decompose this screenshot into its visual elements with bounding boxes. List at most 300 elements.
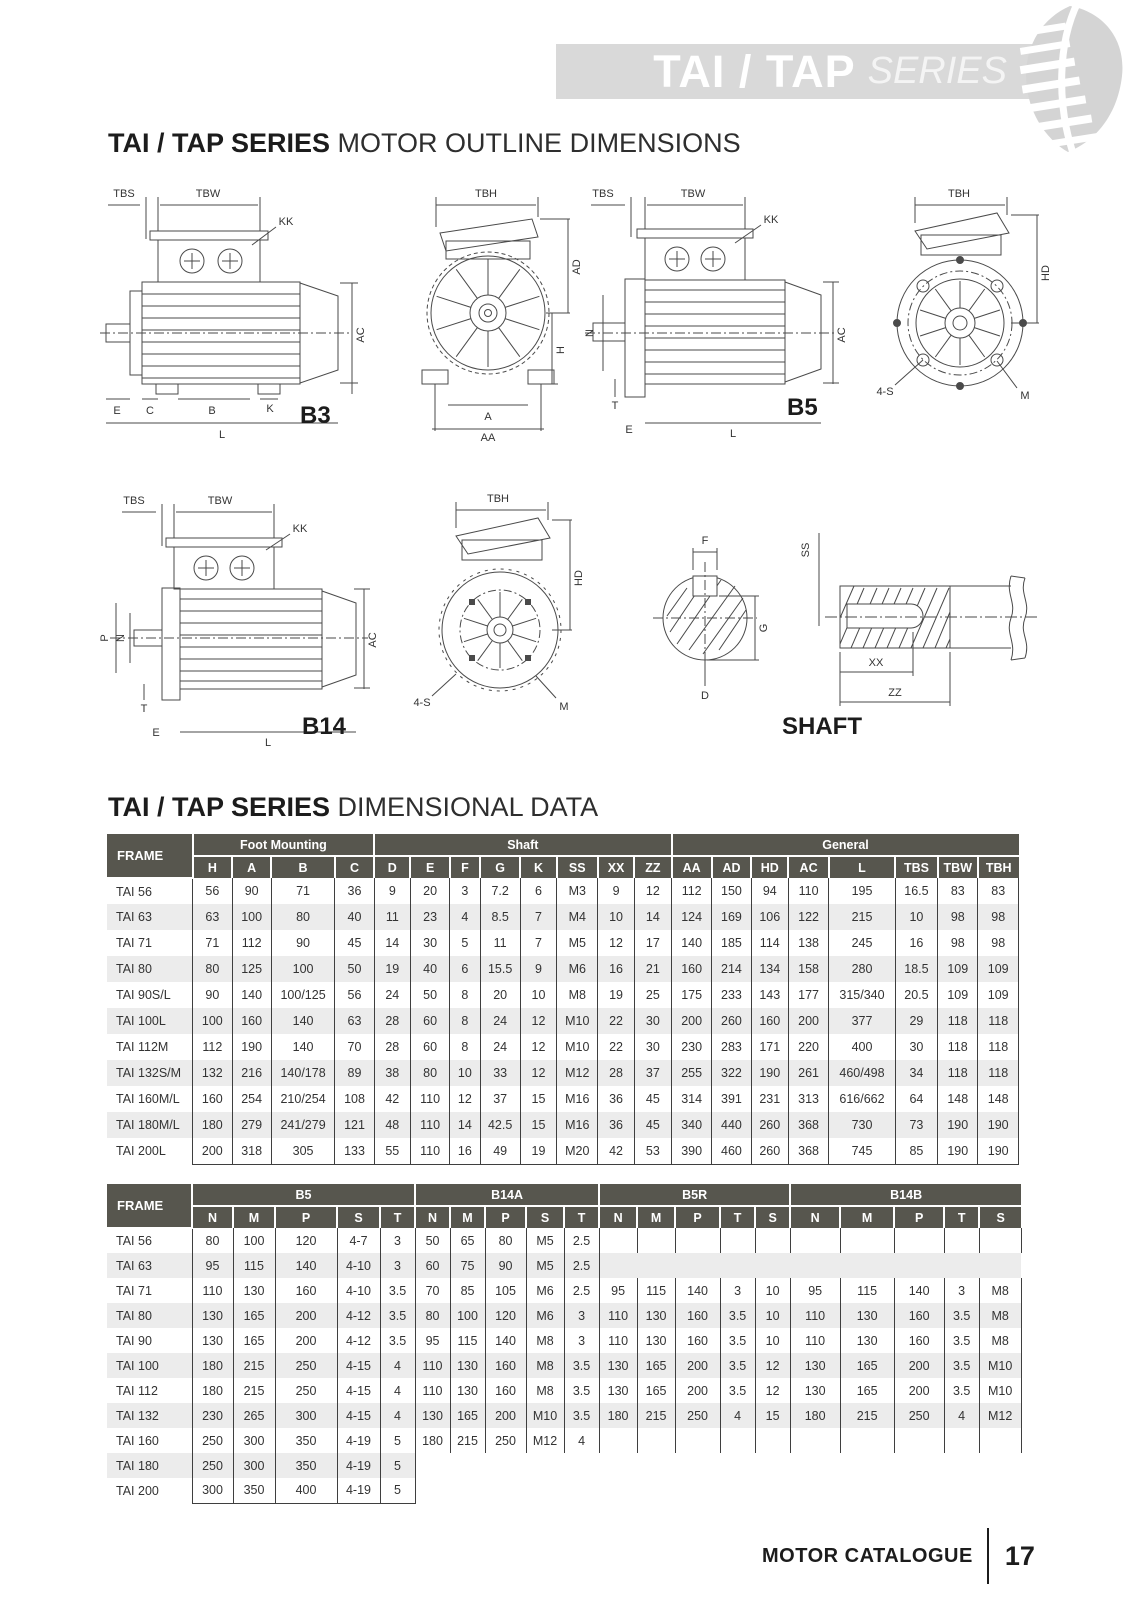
value-cell: M8 xyxy=(979,1328,1021,1353)
value-cell xyxy=(720,1478,755,1503)
dim-label-tbs: TBS xyxy=(592,188,614,200)
value-cell: 140 xyxy=(672,930,712,956)
value-cell: 110 xyxy=(415,1378,450,1403)
value-cell: 36 xyxy=(335,878,374,904)
column-header: AC xyxy=(788,856,828,878)
table-row xyxy=(107,1453,1021,1478)
value-cell: M12 xyxy=(526,1428,564,1453)
page-number: 17 xyxy=(1004,1540,1035,1571)
value-cell: 745 xyxy=(829,1138,896,1164)
value-cell: 140 xyxy=(232,982,271,1008)
value-cell: 3.5 xyxy=(564,1353,599,1378)
value-cell: 245 xyxy=(829,930,896,956)
value-cell: 64 xyxy=(895,1086,937,1112)
value-cell xyxy=(894,1253,944,1278)
value-cell: 130 xyxy=(599,1353,637,1378)
value-cell: 12 xyxy=(520,1060,556,1086)
value-cell: 4-15 xyxy=(337,1353,380,1378)
banner-title-bold: TAI / TAP xyxy=(653,45,856,97)
value-cell: 8.5 xyxy=(480,904,520,930)
dim-label-tbs: TBS xyxy=(113,188,135,200)
value-cell xyxy=(675,1228,720,1253)
value-cell: 4-10 xyxy=(337,1278,380,1303)
value-cell: 33 xyxy=(480,1060,520,1086)
value-cell xyxy=(675,1478,720,1503)
value-cell xyxy=(840,1428,894,1453)
value-cell: 108 xyxy=(335,1086,374,1112)
value-cell: 17 xyxy=(634,930,671,956)
value-cell: 70 xyxy=(335,1034,374,1060)
column-header: T xyxy=(380,1206,415,1228)
value-cell: 89 xyxy=(335,1060,374,1086)
value-cell: 12 xyxy=(755,1378,790,1403)
value-cell: M10 xyxy=(557,1034,598,1060)
value-cell xyxy=(755,1228,790,1253)
column-header: L xyxy=(829,856,896,878)
value-cell xyxy=(599,1478,637,1503)
value-cell: 19 xyxy=(520,1138,556,1164)
value-cell: 15 xyxy=(520,1112,556,1138)
dim-label-ac: AC xyxy=(836,327,848,343)
value-cell: 165 xyxy=(637,1353,675,1378)
dim-label-l: L xyxy=(218,429,226,441)
value-cell xyxy=(894,1453,944,1478)
value-cell: 85 xyxy=(895,1138,937,1164)
value-cell: 180 xyxy=(790,1403,840,1428)
value-cell: 6 xyxy=(520,878,556,904)
value-cell: 95 xyxy=(599,1278,637,1303)
value-cell: 180 xyxy=(192,1353,233,1378)
value-cell: 350 xyxy=(233,1478,275,1503)
value-cell: 60 xyxy=(410,1008,449,1034)
value-cell: 169 xyxy=(712,904,751,930)
table-row xyxy=(107,930,1019,956)
shaft-caption: SHAFT xyxy=(782,713,862,740)
column-header: TBH xyxy=(978,856,1019,878)
value-cell: 4 xyxy=(450,904,480,930)
table-row xyxy=(107,1034,1019,1060)
value-cell: 3.5 xyxy=(720,1378,755,1403)
value-cell: 40 xyxy=(410,956,449,982)
frame-cell: TAI 200 xyxy=(116,1483,159,1498)
column-header: P xyxy=(675,1206,720,1228)
value-cell: 300 xyxy=(275,1403,337,1428)
value-cell: 21 xyxy=(634,956,671,982)
frame-cell: TAI 180 xyxy=(116,1458,159,1473)
page-title-outline-dimensions xyxy=(108,128,741,159)
table-row xyxy=(107,1353,1021,1378)
value-cell: 130 xyxy=(840,1303,894,1328)
value-cell: 80 xyxy=(415,1303,450,1328)
value-cell: 22 xyxy=(598,1034,634,1060)
value-cell: 130 xyxy=(599,1378,637,1403)
value-cell: 200 xyxy=(894,1353,944,1378)
shaft-section-view xyxy=(653,533,1037,706)
value-cell: 130 xyxy=(840,1328,894,1353)
column-header: N xyxy=(415,1206,450,1228)
value-cell: 12 xyxy=(634,878,671,904)
table-row xyxy=(107,1303,1021,1328)
value-cell: 3 xyxy=(450,878,480,904)
value-cell: 70 xyxy=(415,1278,450,1303)
value-cell: 140 xyxy=(485,1328,526,1353)
value-cell: 80 xyxy=(271,904,335,930)
value-cell: 83 xyxy=(938,878,978,904)
b3-caption: B3 xyxy=(300,402,331,429)
value-cell xyxy=(720,1228,755,1253)
value-cell: 241/279 xyxy=(271,1112,335,1138)
frame-cell: TAI 80 xyxy=(116,1308,152,1323)
value-cell: 85 xyxy=(450,1278,485,1303)
b5-side-view xyxy=(585,197,1039,423)
value-cell xyxy=(720,1253,755,1278)
column-header: T xyxy=(564,1206,599,1228)
value-cell: 38 xyxy=(374,1060,410,1086)
value-cell: M5 xyxy=(557,930,598,956)
value-cell: 11 xyxy=(480,930,520,956)
value-cell: 9 xyxy=(374,878,410,904)
value-cell: 215 xyxy=(829,904,896,930)
value-cell: 118 xyxy=(938,1034,978,1060)
value-cell: 140 xyxy=(271,1008,335,1034)
value-cell: 322 xyxy=(712,1060,751,1086)
value-cell: 143 xyxy=(751,982,788,1008)
value-cell: 4 xyxy=(944,1403,979,1428)
value-cell: 214 xyxy=(712,956,751,982)
title-series-bold: TAI / TAP SERIES xyxy=(108,792,331,822)
value-cell: 80 xyxy=(193,956,232,982)
value-cell xyxy=(840,1253,894,1278)
value-cell: 124 xyxy=(672,904,712,930)
value-cell: 63 xyxy=(193,904,232,930)
value-cell: 3.5 xyxy=(380,1328,415,1353)
page-title-dimensional-data xyxy=(108,792,598,823)
column-header: M xyxy=(637,1206,675,1228)
value-cell: M8 xyxy=(526,1378,564,1403)
column-header: SS xyxy=(557,856,598,878)
column-header: T xyxy=(720,1206,755,1228)
dimensional-data-table-1 xyxy=(107,834,1019,1165)
value-cell: 148 xyxy=(938,1086,978,1112)
value-cell xyxy=(675,1428,720,1453)
value-cell: 60 xyxy=(415,1253,450,1278)
frame-cell: TAI 200L xyxy=(116,1144,166,1158)
value-cell: 114 xyxy=(751,930,788,956)
value-cell: 45 xyxy=(335,930,374,956)
column-header: T xyxy=(944,1206,979,1228)
dim-label-l: L xyxy=(729,428,737,440)
value-cell: 50 xyxy=(335,956,374,982)
value-cell: 400 xyxy=(275,1478,337,1503)
value-cell: 95 xyxy=(192,1253,233,1278)
dim-label-ac: AC xyxy=(367,632,379,648)
value-cell: 190 xyxy=(751,1060,788,1086)
value-cell: 4-10 xyxy=(337,1253,380,1278)
value-cell: 40 xyxy=(335,904,374,930)
dim-label-tbw: TBW xyxy=(195,188,221,200)
value-cell: 132 xyxy=(193,1060,232,1086)
value-cell: 215 xyxy=(233,1378,275,1403)
dim-label-g: G xyxy=(758,623,770,633)
value-cell: 160 xyxy=(232,1008,271,1034)
value-cell: M10 xyxy=(526,1403,564,1428)
title-rest: DIMENSIONAL DATA xyxy=(330,792,599,822)
value-cell: M3 xyxy=(557,878,598,904)
value-cell: 4-12 xyxy=(337,1303,380,1328)
table-row xyxy=(107,982,1019,1008)
value-cell: 130 xyxy=(415,1403,450,1428)
value-cell: M5 xyxy=(526,1253,564,1278)
b5-caption: B5 xyxy=(787,394,818,421)
value-cell: 250 xyxy=(192,1428,233,1453)
frame-cell: TAI 132 xyxy=(116,1408,159,1423)
column-header: N xyxy=(790,1206,840,1228)
value-cell: 10 xyxy=(755,1278,790,1303)
value-cell: 50 xyxy=(415,1228,450,1253)
dim-label-tbw: TBW xyxy=(680,188,706,200)
column-header: M xyxy=(233,1206,275,1228)
group-header: B5 xyxy=(192,1184,415,1206)
value-cell: 230 xyxy=(672,1034,712,1060)
value-cell: 30 xyxy=(634,1034,671,1060)
value-cell: 73 xyxy=(895,1112,937,1138)
value-cell: 200 xyxy=(275,1303,337,1328)
dim-label-ss: SS xyxy=(800,542,812,558)
value-cell: 3 xyxy=(380,1228,415,1253)
value-cell: 230 xyxy=(192,1403,233,1428)
value-cell xyxy=(637,1428,675,1453)
column-header: H xyxy=(193,856,232,878)
value-cell: 318 xyxy=(232,1138,271,1164)
dim-label-k: K xyxy=(266,403,274,415)
value-cell: M5 xyxy=(526,1228,564,1253)
value-cell: 140 xyxy=(894,1278,944,1303)
value-cell: 165 xyxy=(840,1378,894,1403)
value-cell: 3 xyxy=(564,1328,599,1353)
value-cell: 3 xyxy=(944,1278,979,1303)
column-header: E xyxy=(410,856,449,878)
value-cell: 95 xyxy=(415,1328,450,1353)
value-cell: 36 xyxy=(598,1086,634,1112)
value-cell: 110 xyxy=(415,1353,450,1378)
value-cell: 24 xyxy=(480,1034,520,1060)
value-cell: 200 xyxy=(675,1378,720,1403)
footer-label: MOTOR CATALOGUE xyxy=(762,1544,973,1567)
value-cell: 25 xyxy=(634,982,671,1008)
value-cell: 314 xyxy=(672,1086,712,1112)
value-cell xyxy=(755,1253,790,1278)
value-cell: 250 xyxy=(192,1453,233,1478)
value-cell: 105 xyxy=(485,1278,526,1303)
value-cell: 110 xyxy=(790,1328,840,1353)
value-cell: 200 xyxy=(275,1328,337,1353)
value-cell: 118 xyxy=(938,1060,978,1086)
column-header: AD xyxy=(712,856,751,878)
value-cell: 115 xyxy=(233,1253,275,1278)
dimensional-data-table-2-wrap xyxy=(107,1184,1022,1504)
value-cell: 3.5 xyxy=(944,1303,979,1328)
value-cell: 4-15 xyxy=(337,1378,380,1403)
value-cell: 305 xyxy=(271,1138,335,1164)
frame-cell: TAI 180M/L xyxy=(116,1118,180,1132)
value-cell: 4-12 xyxy=(337,1328,380,1353)
frame-cell: TAI 112M xyxy=(116,1040,169,1054)
dim-label-tbh: TBH xyxy=(475,188,497,200)
table-row xyxy=(107,1138,1019,1164)
value-cell: 106 xyxy=(751,904,788,930)
value-cell: 4-7 xyxy=(337,1228,380,1253)
value-cell: 165 xyxy=(840,1353,894,1378)
value-cell: 177 xyxy=(788,982,828,1008)
dim-label-b: B xyxy=(208,405,216,417)
table-row xyxy=(107,1008,1019,1034)
value-cell: M16 xyxy=(557,1086,598,1112)
value-cell: 165 xyxy=(233,1303,275,1328)
frame-cell: TAI 63 xyxy=(116,1258,152,1273)
value-cell: 24 xyxy=(480,1008,520,1034)
title-rest: MOTOR OUTLINE DIMENSIONS xyxy=(330,128,741,158)
value-cell: 80 xyxy=(410,1060,449,1086)
frame-cell: TAI 80 xyxy=(116,962,152,976)
value-cell xyxy=(450,1478,485,1503)
value-cell: M12 xyxy=(557,1060,598,1086)
value-cell: 110 xyxy=(790,1303,840,1328)
column-header: A xyxy=(232,856,271,878)
dim-label-f: F xyxy=(701,535,709,547)
dim-label-kk: KK xyxy=(763,214,779,226)
value-cell xyxy=(526,1478,564,1503)
column-header: C xyxy=(335,856,374,878)
value-cell: 3.5 xyxy=(944,1328,979,1353)
value-cell: 7 xyxy=(520,904,556,930)
value-cell: 110 xyxy=(410,1112,449,1138)
value-cell: M20 xyxy=(557,1138,598,1164)
value-cell: 3 xyxy=(564,1303,599,1328)
table-row xyxy=(107,1428,1021,1453)
value-cell: 120 xyxy=(275,1228,337,1253)
value-cell: 118 xyxy=(938,1008,978,1034)
value-cell: 160 xyxy=(485,1378,526,1403)
value-cell: 171 xyxy=(751,1034,788,1060)
value-cell: 3.5 xyxy=(720,1303,755,1328)
value-cell: 23 xyxy=(410,904,449,930)
value-cell: 118 xyxy=(978,1060,1019,1086)
b3-outline-drawing xyxy=(100,183,605,443)
value-cell: 231 xyxy=(751,1086,788,1112)
value-cell: 4 xyxy=(380,1353,415,1378)
value-cell: 200 xyxy=(788,1008,828,1034)
frame-column-header: FRAME xyxy=(107,1184,192,1228)
value-cell: 122 xyxy=(788,904,828,930)
value-cell: 255 xyxy=(672,1060,712,1086)
value-cell xyxy=(979,1428,1021,1453)
value-cell xyxy=(526,1453,564,1478)
brand-logo-icon xyxy=(1008,0,1128,158)
value-cell: 30 xyxy=(634,1008,671,1034)
value-cell: 260 xyxy=(751,1138,788,1164)
value-cell: 3.5 xyxy=(564,1403,599,1428)
value-cell: 12 xyxy=(520,1008,556,1034)
value-cell xyxy=(944,1478,979,1503)
value-cell: 30 xyxy=(895,1034,937,1060)
value-cell: 63 xyxy=(335,1008,374,1034)
value-cell: 42 xyxy=(374,1086,410,1112)
value-cell: 49 xyxy=(480,1138,520,1164)
value-cell: 300 xyxy=(233,1428,275,1453)
value-cell: 100 xyxy=(232,904,271,930)
value-cell: 7 xyxy=(520,930,556,956)
frame-cell: TAI 112 xyxy=(116,1383,158,1398)
value-cell: M8 xyxy=(526,1328,564,1353)
value-cell xyxy=(755,1453,790,1478)
frame-cell: TAI 63 xyxy=(116,910,152,924)
column-header: M xyxy=(450,1206,485,1228)
value-cell: 115 xyxy=(450,1328,485,1353)
value-cell xyxy=(944,1453,979,1478)
dim-label-p: P xyxy=(99,634,111,642)
value-cell: 250 xyxy=(675,1403,720,1428)
frame-cell: TAI 132S/M xyxy=(116,1066,182,1080)
value-cell: 4 xyxy=(380,1378,415,1403)
value-cell: 158 xyxy=(788,956,828,982)
table-row xyxy=(107,878,1019,904)
value-cell: 200 xyxy=(193,1138,232,1164)
value-cell: 160 xyxy=(894,1328,944,1353)
dim-label-e: E xyxy=(625,424,633,436)
value-cell: 115 xyxy=(637,1278,675,1303)
value-cell: 313 xyxy=(788,1086,828,1112)
value-cell: 3 xyxy=(380,1253,415,1278)
value-cell: M10 xyxy=(979,1353,1021,1378)
dim-label-hd: HD xyxy=(573,570,585,586)
value-cell: 9 xyxy=(520,956,556,982)
value-cell: 16 xyxy=(598,956,634,982)
value-cell: 65 xyxy=(450,1228,485,1253)
dim-label-tbs: TBS xyxy=(123,495,145,507)
frame-cell: TAI 71 xyxy=(116,936,152,950)
value-cell xyxy=(599,1428,637,1453)
value-cell: 5 xyxy=(380,1428,415,1453)
value-cell: 4 xyxy=(380,1403,415,1428)
column-header: K xyxy=(520,856,556,878)
column-header: P xyxy=(275,1206,337,1228)
value-cell: 110 xyxy=(410,1086,449,1112)
value-cell xyxy=(790,1478,840,1503)
value-cell: 109 xyxy=(938,956,978,982)
value-cell: 48 xyxy=(374,1112,410,1138)
value-cell: 4 xyxy=(564,1428,599,1453)
value-cell: 110 xyxy=(599,1303,637,1328)
value-cell xyxy=(637,1453,675,1478)
value-cell: 190 xyxy=(232,1034,271,1060)
value-cell: 37 xyxy=(480,1086,520,1112)
value-cell: 440 xyxy=(712,1112,751,1138)
dim-label-hd: HD xyxy=(1040,265,1052,281)
value-cell: 200 xyxy=(894,1378,944,1403)
value-cell: 112 xyxy=(672,878,712,904)
value-cell: 134 xyxy=(751,956,788,982)
dim-label-h: H xyxy=(555,346,567,354)
value-cell xyxy=(599,1228,637,1253)
page-footer xyxy=(762,1528,1035,1584)
value-cell: 261 xyxy=(788,1060,828,1086)
value-cell: 140/178 xyxy=(271,1060,335,1086)
value-cell: M6 xyxy=(557,956,598,982)
value-cell: 100 xyxy=(450,1303,485,1328)
value-cell: 11 xyxy=(374,904,410,930)
value-cell: 190 xyxy=(938,1112,978,1138)
value-cell: 3.5 xyxy=(944,1353,979,1378)
